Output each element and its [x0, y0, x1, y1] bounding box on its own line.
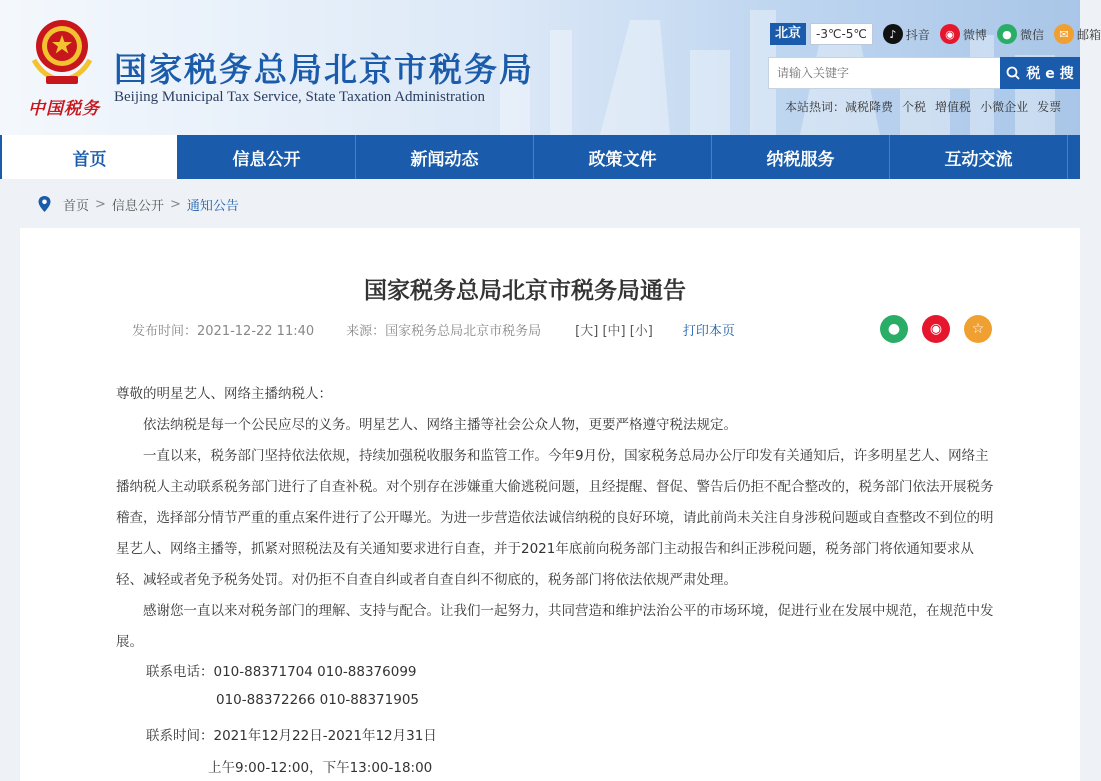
breadcrumb-info[interactable]: 信息公开 [111, 198, 164, 214]
search-button[interactable] [1000, 57, 1080, 89]
article-meta [132, 320, 735, 339]
contact-hours-value: 上午9:00-12:00，下午13:00-18:00 [208, 760, 433, 776]
top-toolbar [770, 22, 1101, 46]
contact-time-range: 2021年12月22日-2021年12月31日 [213, 728, 437, 744]
wechat-icon: ● [997, 24, 1017, 44]
article-paragraph: 依法纳税是每一个公民应尽的义务。明星艺人、网络主播等社会公众人物，更要严格遵守税法规定。 [143, 417, 737, 433]
breadcrumb [38, 192, 239, 216]
contact-hours [208, 756, 432, 776]
hot-word-link[interactable]: 减税降费 [845, 100, 894, 114]
contact-phone-numbers: 010-88372266 010-88371905 [216, 692, 419, 708]
douyin-icon: ♪ [883, 24, 903, 44]
nav-item-info-disclosure[interactable]: 信息公开 [178, 135, 356, 179]
favorite-star-icon[interactable]: ☆ [964, 315, 992, 343]
location-pin-icon [38, 196, 51, 212]
search-input[interactable] [768, 57, 1000, 89]
weather-readout: -3℃-5℃ [810, 23, 873, 45]
mail-icon: ✉ [1054, 24, 1074, 44]
social-mail-label: 邮箱 [1076, 27, 1101, 42]
breadcrumb-home[interactable]: 首页 [63, 198, 90, 214]
contact-time [146, 724, 437, 744]
search-button-label: 税 e 搜 [1026, 66, 1074, 82]
social-weibo[interactable] [940, 24, 987, 44]
social-douyin[interactable] [883, 24, 930, 44]
site-header [0, 0, 1101, 135]
share-wechat-icon[interactable]: ● [880, 315, 908, 343]
tax-emblem-logo [24, 16, 100, 88]
breadcrumb-separator: > [95, 196, 106, 212]
nav-item-policy[interactable]: 政策文件 [534, 135, 712, 179]
social-wechat[interactable] [997, 24, 1044, 44]
share-buttons [880, 315, 992, 343]
article-card [20, 228, 1080, 781]
site-title[interactable]: 国家税务总局北京市税务局 [114, 50, 534, 89]
article-title: 国家税务总局北京市税务局通告 [364, 278, 686, 304]
article-paragraph: 感谢您一直以来对税务部门的理解、支持与配合。让我们一起努力，共同营造和维护法治公平的市场环境，促进行业在发展中规范，在规范中发展。 [116, 603, 994, 650]
font-size-controls[interactable]: [大] [中] [小] [575, 324, 653, 339]
contact-phone [146, 660, 417, 680]
site-subtitle: Beijing Municipal Tax Service, State Taxation Administration [114, 89, 486, 105]
search-bar [768, 57, 1080, 89]
contact-phone-label: 联系电话： [146, 664, 214, 680]
hot-word-link[interactable]: 小微企业 [980, 100, 1029, 114]
calligraphy-logo: 中国税务 [28, 99, 100, 119]
nav-item-home[interactable]: 首页 [0, 135, 178, 179]
hot-word-link[interactable]: 增值税 [935, 100, 972, 114]
hot-words [785, 98, 1061, 115]
hot-word-link[interactable]: 发票 [1037, 100, 1062, 114]
share-weibo-icon[interactable]: ◉ [922, 315, 950, 343]
nav-item-tax-service[interactable]: 纳税服务 [712, 135, 890, 179]
main-nav [0, 135, 1080, 179]
nav-item-interaction[interactable]: 互动交流 [890, 135, 1068, 179]
print-button[interactable]: 打印本页 [682, 324, 735, 339]
hot-words-label: 本站热词： [785, 100, 846, 114]
contact-time-label: 联系时间： [146, 728, 214, 744]
article-greeting: 尊敬的明星艺人、网络主播纳税人： [116, 386, 332, 402]
contact-phone-numbers: 010-88371704 010-88376099 [213, 664, 417, 680]
article-body [116, 379, 996, 658]
hot-word-link[interactable]: 个税 [902, 100, 927, 114]
article-source: 来源：国家税务总局北京市税务局 [346, 324, 542, 339]
city-selector[interactable]: 北京 [770, 23, 806, 45]
search-icon [1006, 66, 1020, 80]
contact-phone-extra [216, 692, 419, 708]
breadcrumb-separator: > [169, 196, 181, 212]
social-mail[interactable] [1054, 24, 1101, 44]
social-wechat-label: 微信 [1019, 27, 1044, 42]
weibo-icon: ◉ [940, 24, 960, 44]
nav-item-overflow [1068, 135, 1080, 179]
social-weibo-label: 微博 [962, 27, 987, 42]
article-paragraph: 一直以来，税务部门坚持依法依规，持续加强税收服务和监管工作。今年9月份，国家税务总局办公厅印发有关通知后，许多明星艺人、网络主播纳税人主动联系税务部门进行了自查补税。对个别存在涉嫌重大偷逃税问题，且经提醒、督促、警告后仍拒不配合整改的，税务部门依法开展税务稽查，选择部分情节严重的重点案件进行了公开曝光。为进一步营造依法诚信纳税的良好环境，请此前尚未关注自身涉税问题或自查整改不到位的明星艺人、网络主播等，抓紧对照税法及有关通知要求进行自查，并于2021年底前向税务部门主动报告和纠正涉税问题，税务部门将依通知要求从轻、减轻或者免予税务处罚。对仍拒不自查自纠或者自查自纠不彻底的，税务部门将依法依规严肃处理。 [116, 448, 994, 588]
breadcrumb-current[interactable]: 通知公告 [186, 198, 239, 214]
nav-item-news[interactable]: 新闻动态 [356, 135, 534, 179]
publish-date: 发布时间：2021-12-22 11:40 [132, 324, 315, 339]
social-douyin-label: 抖音 [905, 27, 930, 42]
